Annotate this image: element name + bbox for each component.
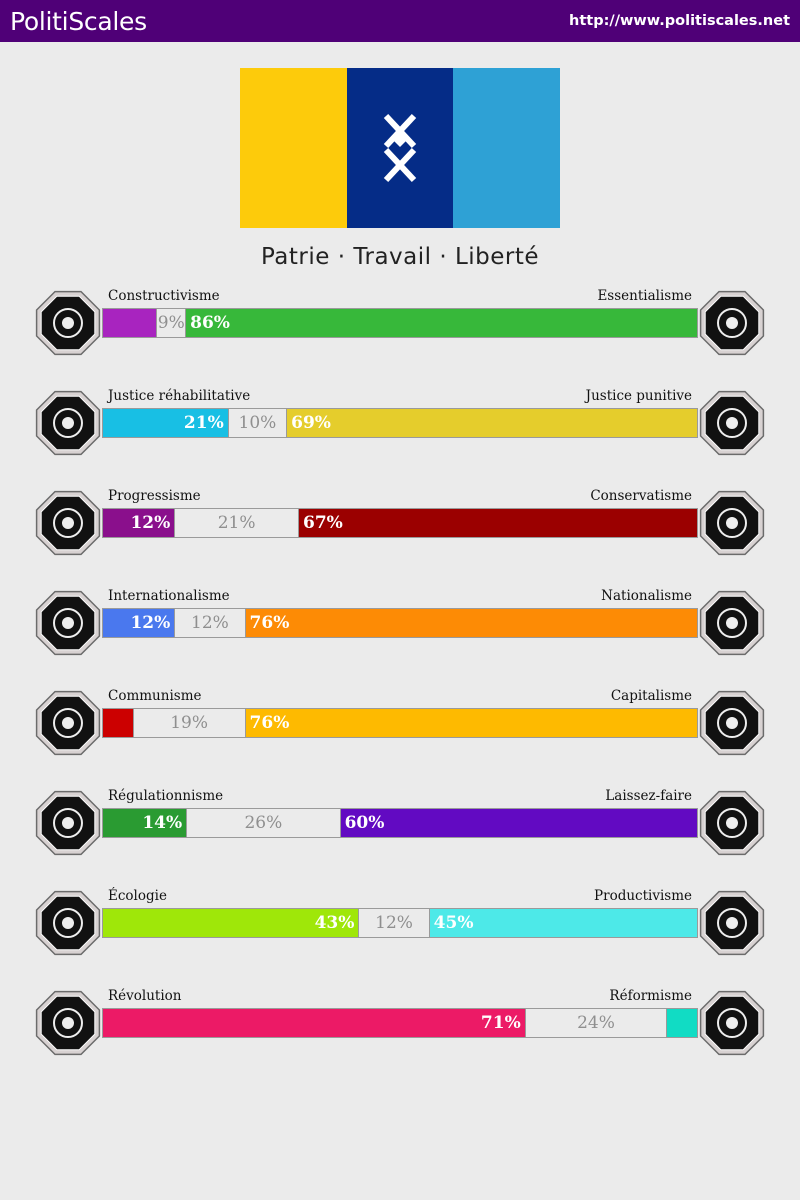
axis-neutral-segment: 19% (133, 709, 246, 737)
axis-left-segment: 71% (103, 1009, 525, 1037)
interlocked-chevrons-icon (383, 113, 417, 183)
torch-icon (33, 488, 103, 558)
axis-bar (102, 508, 698, 538)
axis-neutral-segment: 9% (156, 309, 186, 337)
axis-left-label: Écologie (108, 888, 167, 904)
axis-left-segment: 12% (103, 509, 174, 537)
fist-icon (33, 988, 103, 1058)
axis-right-label: Conservatisme (590, 488, 692, 504)
handshake-icon (33, 388, 103, 458)
money-bag-icon (697, 688, 767, 758)
axis-left-label: Progressisme (108, 488, 201, 504)
flag-icon (697, 588, 767, 658)
slogan: Patrie · Travail · Liberté (260, 244, 540, 270)
axis-row (0, 688, 800, 768)
axis-right-segment (667, 1009, 697, 1037)
axis-left-label: Constructivisme (108, 288, 220, 304)
site-header (0, 0, 800, 42)
butterfly-icon (697, 788, 767, 858)
axis-row (0, 988, 800, 1068)
site-title[interactable]: PolitiScales (10, 6, 147, 36)
axis-bar (102, 408, 698, 438)
axis-left-label: Internationalisme (108, 588, 230, 604)
flower-icon (697, 288, 767, 358)
axis-right-segment: 69% (287, 409, 697, 437)
axis-right-segment: 60% (341, 809, 697, 837)
axis-row (0, 488, 800, 568)
axis-right-label: Laissez-faire (605, 788, 692, 804)
axis-right-label: Capitalisme (610, 688, 692, 704)
flag-band-1 (240, 68, 347, 228)
axis-bar (102, 608, 698, 638)
axis-bar (102, 1008, 698, 1038)
flag-band-3 (453, 68, 560, 228)
flag-band-2 (347, 68, 454, 228)
axis-right-segment: 76% (246, 709, 697, 737)
axis-bar (102, 708, 698, 738)
axis-left-label: Communisme (108, 688, 202, 704)
axis-right-segment: 45% (430, 909, 697, 937)
flag (240, 68, 560, 228)
axis-bar (102, 308, 698, 338)
axis-neutral-segment: 10% (228, 409, 287, 437)
hammer-sickle-icon (33, 688, 103, 758)
axis-row (0, 288, 800, 368)
axis-neutral-segment: 12% (174, 609, 245, 637)
axis-right-label: Réformisme (609, 988, 692, 1004)
axis-left-segment: 14% (103, 809, 186, 837)
axis-left-label: Révolution (108, 988, 182, 1004)
axis-neutral-segment: 12% (358, 909, 429, 937)
axis-right-segment: 76% (246, 609, 697, 637)
axis-left-segment: 12% (103, 609, 174, 637)
axis-right-label: Nationalisme (601, 588, 692, 604)
axis-row (0, 588, 800, 668)
quill-icon (697, 488, 767, 558)
axis-right-label: Justice punitive (585, 388, 692, 404)
axis-left-segment (103, 709, 133, 737)
gear-icon (697, 888, 767, 958)
axis-right-segment: 86% (186, 309, 697, 337)
axis-left-segment: 21% (103, 409, 228, 437)
ruler-icon (33, 788, 103, 858)
axis-left-label: Justice réhabilitative (108, 388, 251, 404)
eye-icon (33, 288, 103, 358)
axis-neutral-segment: 26% (186, 809, 340, 837)
axis-row (0, 388, 800, 468)
ballot-icon (697, 988, 767, 1058)
axis-bar (102, 908, 698, 938)
seedling-icon (33, 888, 103, 958)
axis-left-segment (103, 309, 156, 337)
axis-neutral-segment: 21% (174, 509, 299, 537)
prison-bars-icon (697, 388, 767, 458)
axis-neutral-segment: 24% (525, 1009, 668, 1037)
axis-right-label: Productivisme (594, 888, 692, 904)
axis-left-segment: 43% (103, 909, 358, 937)
axis-left-label: Régulationnisme (108, 788, 224, 804)
axis-row (0, 788, 800, 868)
axis-right-label: Essentialisme (597, 288, 692, 304)
axis-right-segment: 67% (299, 509, 697, 537)
axis-bar (102, 808, 698, 838)
site-url[interactable]: http://www.politiscales.net (569, 13, 790, 29)
axis-row (0, 888, 800, 968)
globe-icon (33, 588, 103, 658)
